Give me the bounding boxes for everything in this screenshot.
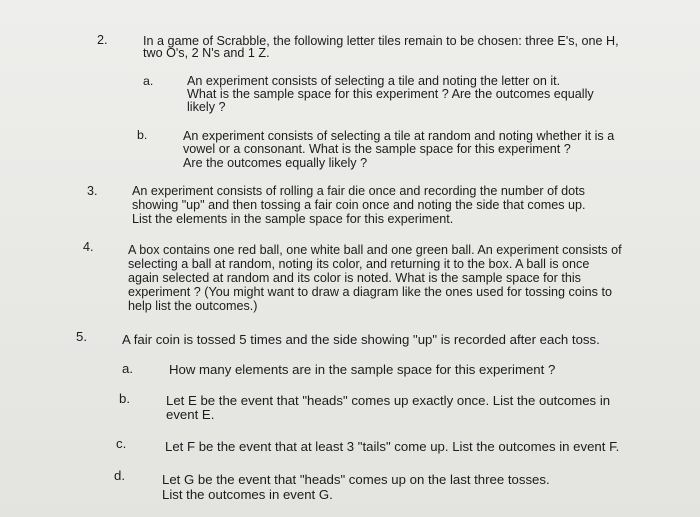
question-4-line-1: A box contains one red ball, one white ball and one green ball. An experiment consists of: [128, 243, 622, 257]
question-2-line-1: In a game of Scrabble, the following letter tiles remain to be chosen: three E's, one H,: [143, 34, 619, 48]
question-2a-line-3: likely ?: [187, 100, 226, 114]
question-5b-line-1: Let E be the event that "heads" comes up exactly once. List the outcomes in: [166, 393, 611, 408]
question-4-line-2: selecting a ball at random, noting its color, and returning it to the box. A ball is once: [128, 257, 590, 271]
question-2a-line-1: An experiment consists of selecting a tile and noting the letter on it.: [187, 74, 561, 88]
question-4-line-5: help list the outcomes.): [128, 299, 258, 313]
question-2b-line-3: Are the outcomes equally likely ?: [183, 156, 368, 170]
question-5a-label: a.: [122, 361, 133, 376]
question-5c-line-1: Let F be the event that at least 3 "tails" come up. List the outcomes in event F.: [165, 439, 620, 454]
question-2-line-2: two O's, 2 N's and 1 Z.: [143, 46, 270, 60]
question-5d-label: d.: [114, 468, 125, 483]
question-2b-line-1: An experiment consists of selecting a tile at random and noting whether it is a: [183, 129, 615, 143]
question-3-line-2: showing "up" and then tossing a fair coin once and noting the side that comes up.: [132, 198, 586, 212]
question-5c-label: c.: [116, 436, 127, 451]
question-5d-line-2: List the outcomes in event G.: [162, 487, 333, 502]
question-2a-label: a.: [143, 74, 154, 88]
question-4-number: 4.: [83, 240, 94, 254]
question-5d-line-1: Let G be the event that "heads" comes up on the last three tosses.: [162, 472, 550, 487]
question-3-number: 3.: [87, 184, 98, 198]
question-5a-line-1: How many elements are in the sample space for this experiment ?: [169, 362, 556, 377]
question-2a-line-2: What is the sample space for this experiment ? Are the outcomes equally: [187, 87, 594, 101]
question-4-line-3: again selected at random and its color is noted. What is the sample space for this: [128, 271, 581, 285]
question-3-line-1: An experiment consists of rolling a fair die once and recording the number of dots: [132, 184, 585, 198]
question-2b-line-2: vowel or a consonant. What is the sample space for this experiment ?: [183, 142, 571, 156]
question-5-line: A fair coin is tossed 5 times and the side showing "up" is recorded after each toss.: [122, 332, 600, 347]
question-5b-line-2: event E.: [166, 407, 215, 422]
question-5-number: 5.: [76, 329, 87, 344]
question-4-line-4: experiment ? (You might want to draw a diagram like the ones used for tossing coins to: [128, 285, 612, 299]
question-2-number: 2.: [97, 33, 108, 47]
question-2b-label: b.: [137, 128, 148, 142]
question-5b-label: b.: [119, 391, 130, 406]
question-3-line-3: List the elements in the sample space for this experiment.: [132, 212, 454, 226]
